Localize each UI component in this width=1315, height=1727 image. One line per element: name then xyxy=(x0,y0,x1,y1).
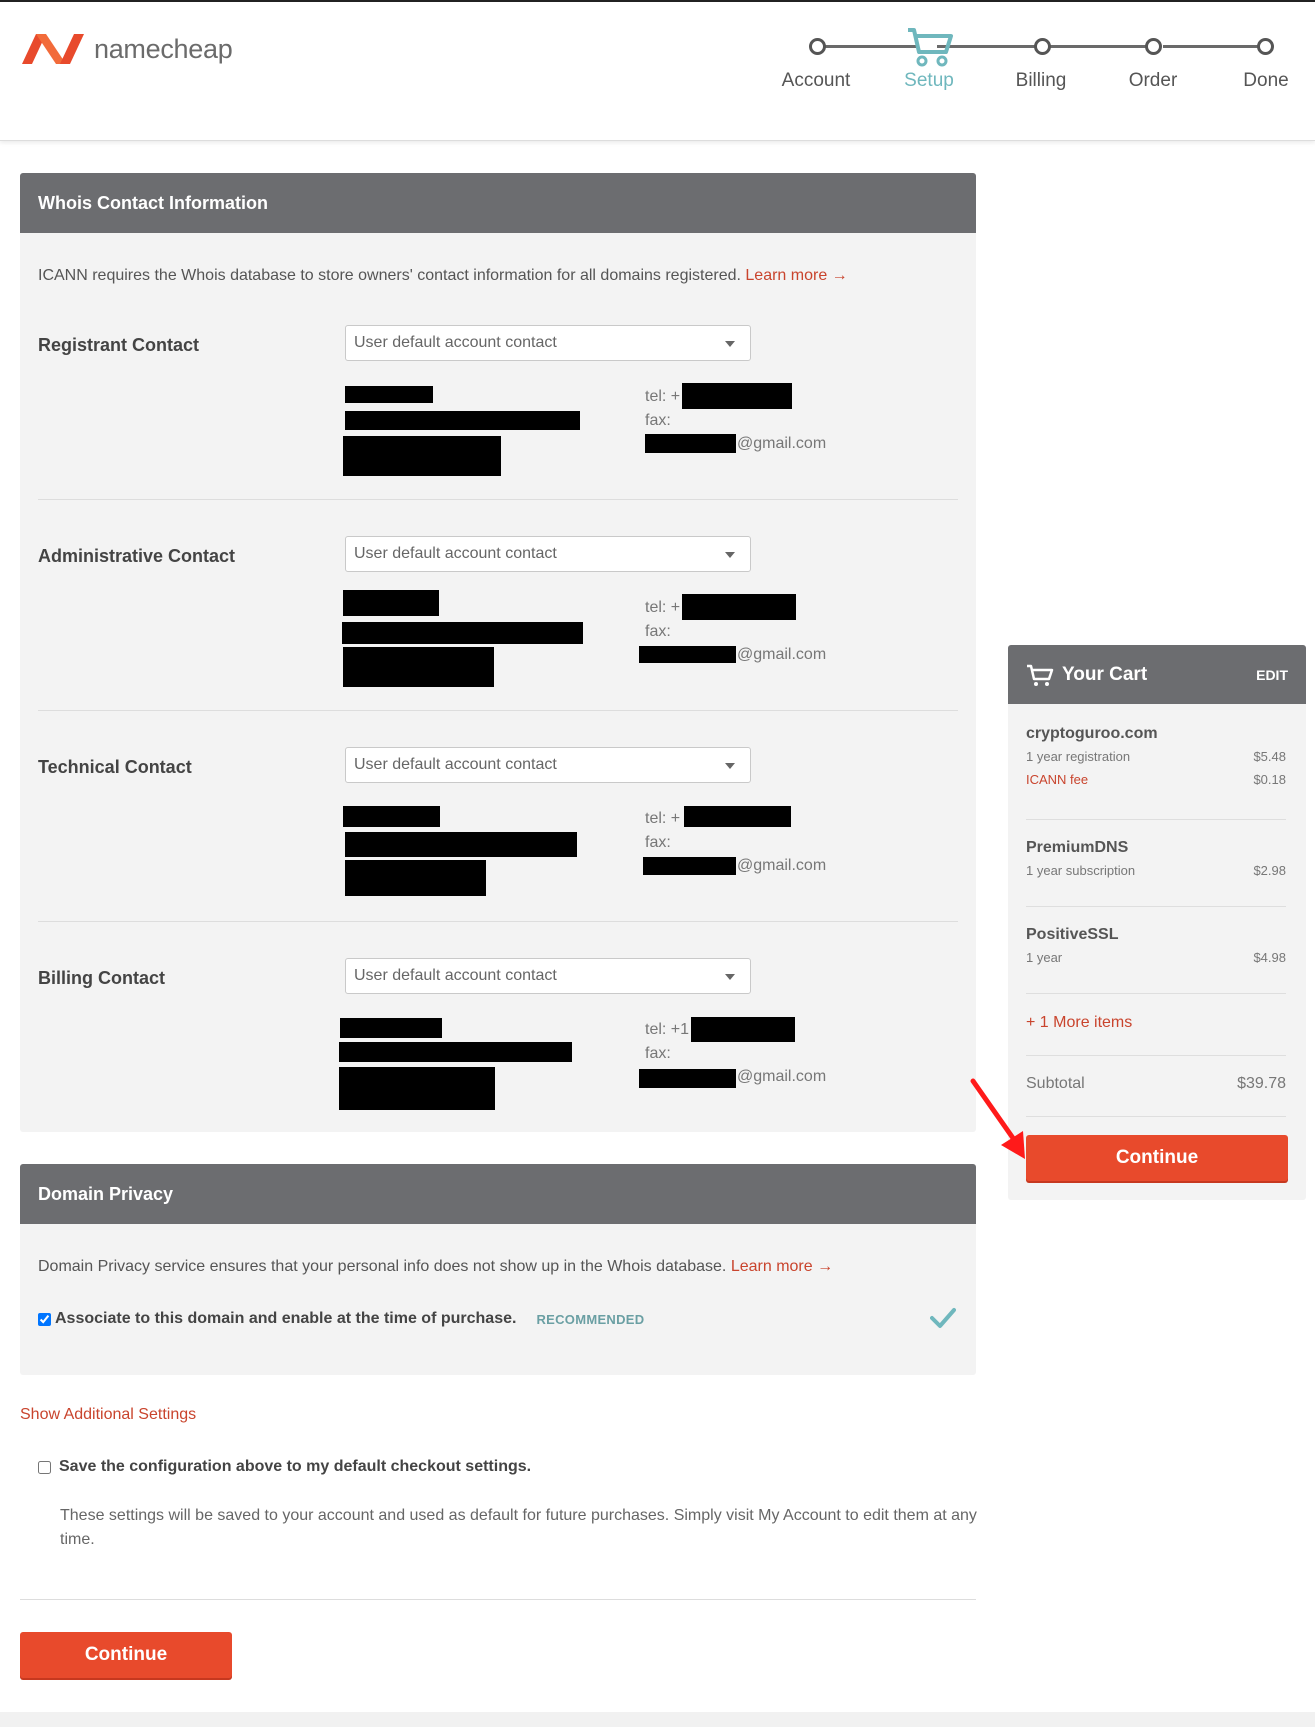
cart-header xyxy=(1008,645,1306,704)
redacted-city xyxy=(339,1067,495,1110)
cart-subtotal xyxy=(1026,1075,1286,1093)
cart-divider xyxy=(1026,1055,1286,1056)
privacy-checkbox[interactable] xyxy=(38,1313,51,1326)
privacy-intro xyxy=(38,1258,833,1276)
registrant-contact-label: Registrant Contact xyxy=(38,335,200,355)
namecheap-logo[interactable] xyxy=(20,30,232,68)
step-label-account: Account xyxy=(781,70,851,91)
cart-divider xyxy=(1026,1116,1286,1117)
cart-item-price: $4.98 xyxy=(1253,950,1286,965)
redacted-email xyxy=(643,857,736,875)
cart-item-line xyxy=(1026,950,1286,965)
redacted-phone xyxy=(682,383,792,409)
save-config-label[interactable]: Save the configuration above to my default checkout settings. xyxy=(59,1458,532,1475)
cart-icon xyxy=(1026,663,1054,687)
whois-panel xyxy=(20,173,976,1132)
redacted-address xyxy=(345,411,580,430)
technical-contact-label: Technical Contact xyxy=(38,757,192,777)
step-label-billing: Billing xyxy=(1015,70,1067,91)
save-config-checkbox[interactable] xyxy=(38,1461,51,1474)
cart-item xyxy=(1026,725,1286,787)
cart-divider xyxy=(1026,819,1286,820)
administrative-tel: tel: + xyxy=(645,599,681,616)
checkout-header xyxy=(0,2,1315,141)
technical-tel: tel: + xyxy=(645,810,681,827)
cart-item-desc: 1 year registration xyxy=(1026,749,1131,764)
show-additional-settings-link[interactable]: Show Additional Settings xyxy=(20,1406,197,1423)
cart-item-name: PositiveSSL xyxy=(1026,926,1119,943)
registrant-email-suffix: @gmail.com xyxy=(737,435,827,452)
redacted-name xyxy=(340,1018,442,1038)
cart-item-price: $5.48 xyxy=(1253,749,1286,764)
cart-item-name: cryptoguroo.com xyxy=(1026,725,1158,742)
step-label-done: Done xyxy=(1243,70,1289,91)
more-items-link[interactable]: + 1 More items xyxy=(1026,1014,1133,1031)
redacted-name xyxy=(345,386,433,403)
redacted-city xyxy=(343,436,501,476)
redacted-email xyxy=(639,1069,736,1088)
cart-step-icon xyxy=(906,26,954,68)
whois-learn-more-link[interactable]: Learn more → xyxy=(745,267,848,284)
cart-item-line xyxy=(1026,749,1286,764)
chevron-down-icon xyxy=(725,974,735,980)
cart-item-desc: 1 year xyxy=(1026,950,1063,965)
billing-contact-label: Billing Contact xyxy=(38,968,165,988)
domain-privacy-panel xyxy=(20,1164,976,1375)
contact-divider xyxy=(38,921,958,922)
domain-privacy-title: Domain Privacy xyxy=(20,1164,976,1224)
cart-title: Your Cart xyxy=(1062,663,1148,685)
privacy-option-row xyxy=(36,1310,644,1328)
technical-fax: fax: xyxy=(645,834,671,851)
step-line xyxy=(1047,45,1157,48)
registrant-select-value: User default account contact xyxy=(354,334,557,351)
continue-button[interactable]: Continue xyxy=(20,1632,232,1678)
footer-strip xyxy=(0,1712,1315,1727)
billing-select-value: User default account contact xyxy=(354,967,557,984)
save-config-note: These settings will be saved to your account and used as default for future purchases. Simply visit My Account to edit them at any time. xyxy=(60,1507,977,1548)
privacy-checkbox-label[interactable]: Associate to this domain and enable at the time of purchase. xyxy=(55,1310,517,1327)
recommended-badge: RECOMMENDED xyxy=(536,1311,645,1327)
administrative-contact-label: Administrative Contact xyxy=(38,546,236,566)
step-dot-order xyxy=(1145,38,1162,55)
save-config-row xyxy=(38,1458,531,1476)
billing-tel: tel: +1 xyxy=(645,1021,690,1038)
cart-item-line xyxy=(1026,772,1286,787)
subtotal-value: $39.78 xyxy=(1237,1075,1286,1092)
step-line xyxy=(819,45,919,48)
chevron-down-icon xyxy=(725,552,735,558)
chevron-down-icon xyxy=(725,763,735,769)
subtotal-label: Subtotal xyxy=(1026,1075,1085,1092)
cart-divider xyxy=(1026,993,1286,994)
chevron-down-icon xyxy=(725,341,735,347)
technical-email-suffix: @gmail.com xyxy=(737,857,827,874)
registrant-tel: tel: + xyxy=(645,388,681,405)
redacted-address xyxy=(339,1042,572,1062)
step-dot-billing xyxy=(1034,38,1051,55)
technical-contact-select[interactable] xyxy=(345,747,751,783)
registrant-fax: fax: xyxy=(645,412,671,429)
step-line xyxy=(1163,45,1263,48)
registrant-contact-select[interactable] xyxy=(345,325,751,361)
cart-panel xyxy=(1008,645,1306,1200)
cart-edit-link[interactable]: EDIT xyxy=(1256,666,1288,683)
cart-item-price: $2.98 xyxy=(1253,863,1286,878)
redacted-email xyxy=(639,646,736,663)
redacted-city xyxy=(343,647,494,687)
cart-item-line xyxy=(1026,863,1286,878)
step-label-order: Order xyxy=(1128,70,1178,91)
bottom-divider xyxy=(20,1599,976,1600)
privacy-intro-text: Domain Privacy service ensures that your personal info does not show up in the Whois database. xyxy=(38,1258,727,1275)
billing-contact-select[interactable] xyxy=(345,958,751,994)
administrative-contact-select[interactable] xyxy=(345,536,751,572)
redacted-email xyxy=(645,434,736,453)
technical-select-value: User default account contact xyxy=(354,756,557,773)
redacted-address xyxy=(345,832,577,857)
icann-fee-link[interactable]: ICANN fee xyxy=(1026,772,1089,787)
redacted-name xyxy=(343,590,439,616)
redacted-name xyxy=(343,806,440,827)
cart-item xyxy=(1026,839,1286,878)
checkout-steps xyxy=(780,22,1315,102)
redacted-phone xyxy=(684,806,791,827)
administrative-email-suffix: @gmail.com xyxy=(737,646,827,663)
redacted-phone xyxy=(682,594,796,620)
whois-panel-title: Whois Contact Information xyxy=(20,173,976,233)
billing-fax: fax: xyxy=(645,1045,671,1062)
redacted-city xyxy=(345,860,486,896)
cart-item xyxy=(1026,926,1286,965)
red-arrow-annotation xyxy=(965,1075,1035,1165)
whois-intro-text: ICANN requires the Whois database to store owners' contact information for all domains registered. xyxy=(38,267,741,284)
billing-email-suffix: @gmail.com xyxy=(737,1068,827,1085)
cart-divider xyxy=(1026,906,1286,907)
step-dot-account xyxy=(809,38,826,55)
whois-intro xyxy=(38,267,848,285)
contact-divider xyxy=(38,710,958,711)
redacted-phone xyxy=(691,1017,795,1042)
administrative-select-value: User default account contact xyxy=(354,545,557,562)
checkmark-icon xyxy=(930,1307,956,1329)
step-dot-done xyxy=(1257,38,1274,55)
logo-text: namecheap xyxy=(94,33,233,64)
cart-continue-button[interactable]: Continue xyxy=(1026,1135,1288,1181)
step-label-setup: Setup xyxy=(904,70,954,91)
redacted-address xyxy=(342,622,583,644)
namecheap-logo-icon xyxy=(20,30,86,68)
cart-item-price: $0.18 xyxy=(1253,772,1286,787)
administrative-fax: fax: xyxy=(645,623,671,640)
contact-divider xyxy=(38,499,958,500)
cart-item-desc: 1 year subscription xyxy=(1026,863,1136,878)
cart-item-name: PremiumDNS xyxy=(1026,839,1129,856)
privacy-learn-more-link[interactable]: Learn more → xyxy=(730,1258,834,1275)
